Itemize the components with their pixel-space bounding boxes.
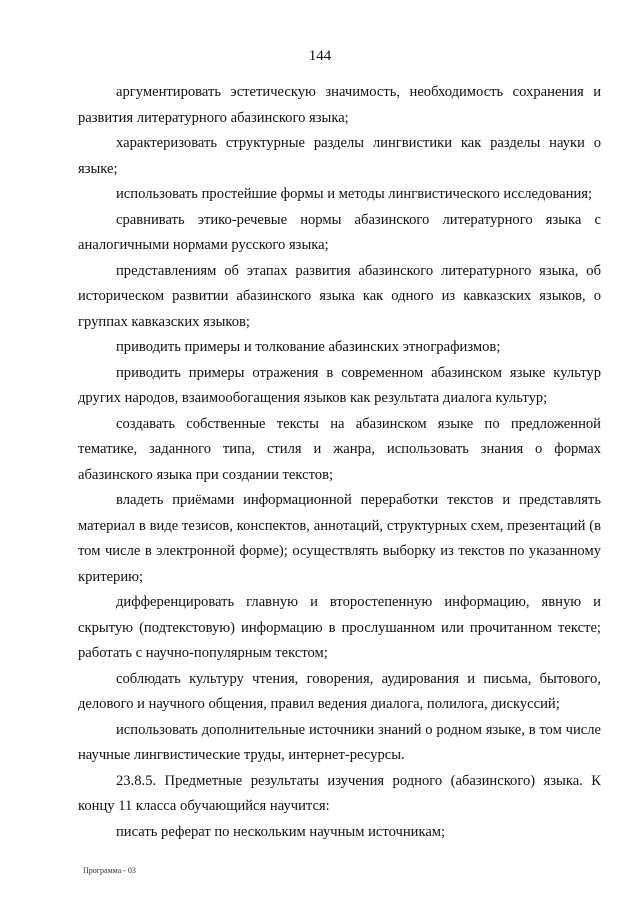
footer-label: Программа - 03	[83, 866, 136, 875]
paragraph-2: характеризовать структурные разделы лингвистики как разделы науки о языке;	[78, 135, 601, 177]
body-text	[78, 80, 601, 845]
paragraph-14: писать реферат по нескольким научным источникам;	[116, 823, 446, 840]
paragraph-10: дифференцировать главную и второстепенную информацию, явную и скрытую (подтекстовую) информацию в прослушанном или прочитанном тексте; работать с научно-популярным текстом;	[78, 594, 601, 661]
paragraph-11: соблюдать культуру чтения, говорения, аудирования и письма, бытового, делового и научного общения, правил ведения диалога, полилога, дискуссий;	[78, 670, 601, 712]
paragraph-4: сравнивать этико-речевые нормы абазинского литературного языка с аналогичными нормами русского языка;	[78, 211, 601, 253]
paragraph-8: создавать собственные тексты на абазинском языке по предложенной тематике, заданного типа, стиля и жанра, использовать знания о формах абазинского языка при создании текстов;	[78, 415, 601, 483]
paragraph-9: владеть приёмами информационной переработки текстов и представлять материал в виде тезисов, конспектов, аннотаций, структурных схем, презентаций (в том числе в электронной форме); осуществлять выборку из текстов по указанному критерию;	[78, 492, 601, 585]
paragraph-5: представлениям об этапах развития абазинского литературного языка, об историческом развитии абазинского языка как одного из кавказских языков, о группах кавказских языков;	[78, 262, 601, 330]
paragraph-12: использовать дополнительные источники знаний о родном языке, в том числе научные лингвистические труды, интернет-ресурсы.	[78, 721, 601, 763]
paragraph-1: аргументировать эстетическую значимость, необходимость сохранения и развития литературного абазинского языка;	[78, 84, 601, 126]
paragraph-3: использовать простейшие формы и методы лингвистического исследования;	[116, 186, 593, 202]
paragraph-6: приводить примеры и толкование абазинских этнографизмов;	[116, 339, 501, 355]
paragraph-section-heading: 23.8.5. Предметные результаты изучения родного (абазинского) языка. К концу 11 класса обучающийся научится:	[78, 772, 601, 814]
page-number: 144	[308, 48, 332, 64]
paragraph-7: приводить примеры отражения в современном абазинском языке культур других народов, взаимообогащения языков как результата диалога культур;	[78, 364, 601, 406]
